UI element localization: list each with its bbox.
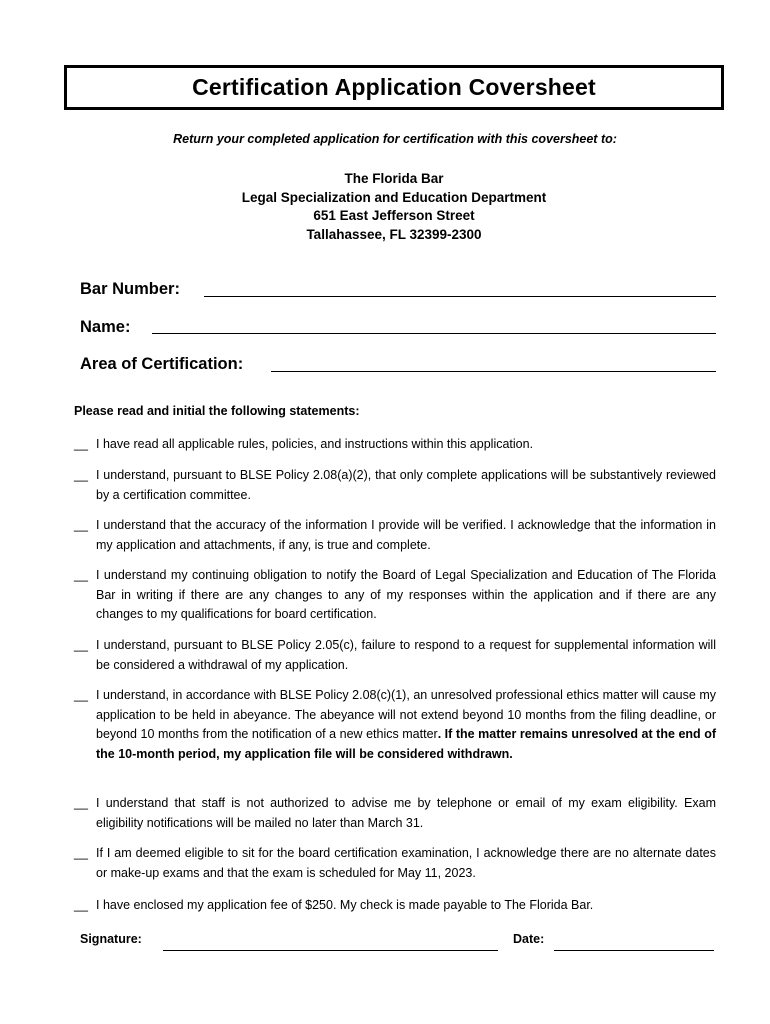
- title-box: [64, 65, 724, 110]
- address-line-2: Legal Specialization and Education Department: [241, 189, 547, 205]
- statement-9: [74, 896, 716, 916]
- page-title: Certification Application Coversheet: [192, 74, 596, 100]
- statement-3: [74, 516, 716, 555]
- mailing-address: [0, 170, 770, 244]
- initial-blank[interactable]: __: [74, 468, 88, 482]
- statement-text: I understand, pursuant to BLSE Policy 2.05(c), failure to respond to a request for supplemental information will be considered a withdrawal of my application.: [96, 638, 716, 672]
- statement-text: [96, 686, 716, 764]
- instructions-heading: Please read and initial the following statements:: [74, 404, 360, 418]
- statement-text: I understand that staff is not authorized to advise me by telephone or email of my exam eligibility. Exam eligibility notifications will be mailed no later than March 31.: [96, 796, 716, 830]
- statement-text: I have enclosed my application fee of $250. My check is made payable to The Florida Bar.: [96, 898, 594, 912]
- return-instruction: Return your completed application for certification with this coversheet to:: [173, 132, 617, 146]
- date-line[interactable]: [554, 950, 714, 951]
- statement-7: [74, 794, 716, 833]
- name-label: Name:: [80, 318, 131, 336]
- initial-blank[interactable]: __: [74, 437, 88, 451]
- statement-text: I understand, pursuant to BLSE Policy 2.08(a)(2), that only complete applications will be substantively reviewed by a certification committee.: [96, 468, 716, 502]
- initial-blank[interactable]: __: [74, 846, 88, 860]
- area-of-certification-label: Area of Certification:: [80, 355, 244, 373]
- address-line-1: The Florida Bar: [344, 171, 444, 186]
- initial-blank[interactable]: __: [74, 638, 88, 652]
- statement-6-bold: . If the matter remains unresolved at the end of the 10-month period, my application file will be considered withdrawn.: [96, 727, 716, 761]
- initial-blank[interactable]: __: [74, 796, 88, 810]
- statement-5: [74, 636, 716, 675]
- address-line-4: Tallahassee, FL 32399-2300: [306, 226, 482, 242]
- statement-4: [74, 566, 716, 625]
- signature-line[interactable]: [163, 950, 498, 951]
- statement-6-regular: I understand, in accordance with BLSE Policy 2.08(c)(1), an unresolved professional ethics matter will cause my application to be held in abeyance. The abeyance will not extend beyond 10 months from the filing deadline, or beyond 10 months from the notification of a new ethics matter: [96, 688, 716, 741]
- statement-1: [74, 435, 716, 455]
- statement-text: If I am deemed eligible to sit for the board certification examination, I acknowledge there are no alternate dates or make-up exams and that the exam is scheduled for May 11, 2023.: [96, 846, 716, 880]
- statement-6: [74, 686, 716, 764]
- address-line-3: 651 East Jefferson Street: [313, 208, 475, 223]
- signature-label: Signature:: [80, 932, 142, 946]
- name-input-line[interactable]: [152, 333, 716, 334]
- bar-number-label: Bar Number:: [80, 280, 180, 298]
- area-of-certification-input-line[interactable]: [271, 371, 716, 372]
- bar-number-input-line[interactable]: [204, 296, 716, 297]
- initial-blank[interactable]: __: [74, 568, 88, 582]
- statement-text: I understand that the accuracy of the information I provide will be verified. I acknowledge that the information in my application and attachments, if any, is true and complete.: [96, 518, 716, 552]
- initial-blank[interactable]: __: [74, 518, 88, 532]
- statement-8: [74, 844, 716, 883]
- statement-2: [74, 466, 716, 505]
- date-label: Date:: [513, 932, 545, 946]
- statement-text: I understand my continuing obligation to notify the Board of Legal Specialization and Education of The Florida Bar in writing if there are any changes to any of my responses within the application and if there are any changes to my qualifications for board certification.: [96, 568, 716, 621]
- initial-blank[interactable]: __: [74, 688, 88, 702]
- initial-blank[interactable]: __: [74, 898, 88, 912]
- statement-text: I have read all applicable rules, policies, and instructions within this application.: [96, 437, 534, 451]
